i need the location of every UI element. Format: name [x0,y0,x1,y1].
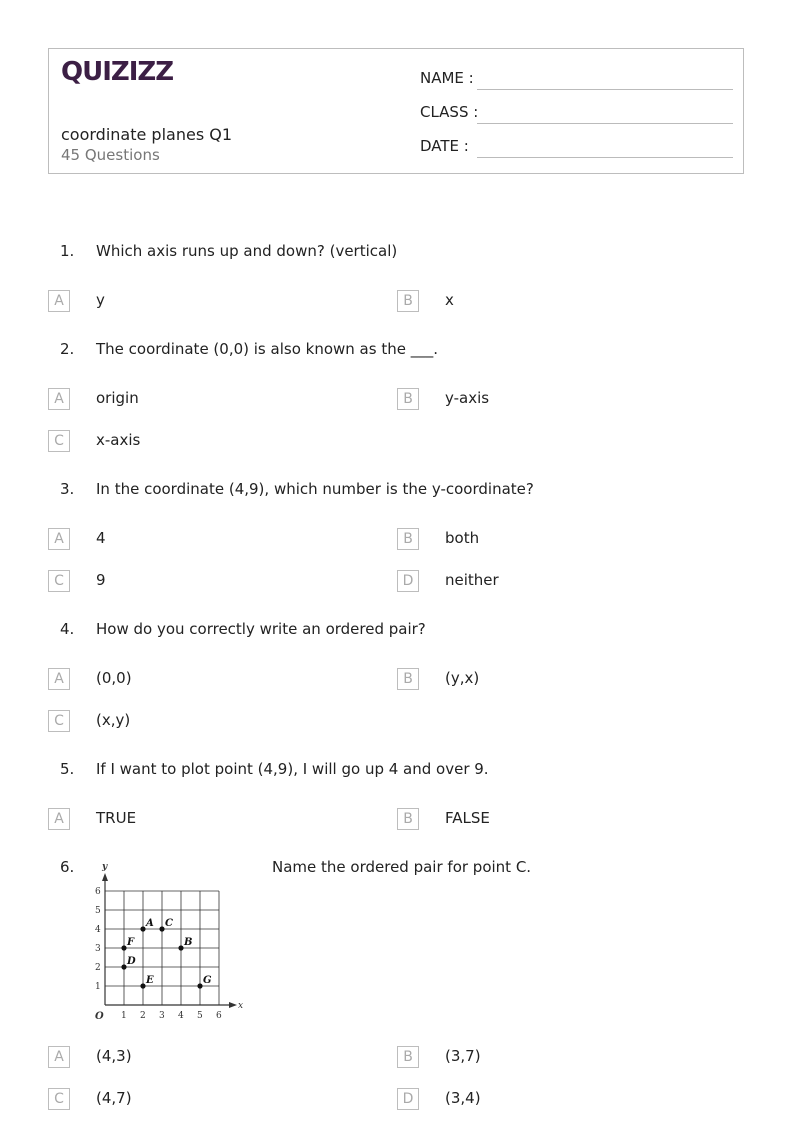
option-text: (0,0) [96,669,132,687]
y-tick-label: 4 [95,925,101,935]
worksheet-header [48,48,744,174]
point-f [121,945,126,950]
x-tick-label: 1 [121,1011,127,1021]
option-letter-box: A [48,1046,70,1068]
question-number: 4. [60,620,75,638]
option-text: both [445,529,480,547]
option-letter-box: B [397,290,419,312]
option-letter-box: C [48,710,70,732]
option-letter-box: B [397,388,419,410]
worksheet-title: coordinate planes Q1 [61,125,233,144]
y-tick-label: 6 [95,887,101,897]
point-label: D [127,956,136,967]
x-tick-label: 2 [140,1011,146,1021]
option-text: (4,3) [96,1047,132,1065]
option-letter-box: A [48,528,70,550]
option-letter-box: D [397,1088,419,1110]
coordinate-grid-figure [90,855,260,1025]
option-text: x-axis [96,431,141,449]
option-text: origin [96,389,139,407]
option-text: (3,4) [445,1089,481,1107]
question-text: In the coordinate (4,9), which number is the y-coordinate? [96,480,534,498]
question-count: 45 Questions [61,146,160,164]
option-text: neither [445,571,499,589]
point-label: C [165,918,173,929]
point-e [140,983,145,988]
option-letter-box: A [48,668,70,690]
x-tick-label: 3 [159,1011,165,1021]
y-tick-label: 2 [95,963,101,973]
option-text: 9 [96,571,106,589]
point-label: E [146,975,154,986]
option-text: (4,7) [96,1089,132,1107]
point-d [121,964,126,969]
option-letter-box: D [397,570,419,592]
question-number: 6. [60,858,75,876]
point-a [140,926,145,931]
question-number: 5. [60,760,75,778]
option-text: FALSE [445,809,490,827]
point-g [197,983,202,988]
origin-label: O [95,1011,104,1022]
x-axis-arrow [229,1002,237,1008]
plotted-points [121,918,212,989]
question-number: 2. [60,340,75,358]
option-letter-box: B [397,808,419,830]
x-tick-label: 5 [197,1011,203,1021]
x-tick-label: 4 [178,1011,184,1021]
option-text: (3,7) [445,1047,481,1065]
y-axis-arrow [102,873,108,881]
option-text: 4 [96,529,106,547]
option-letter-box: B [397,668,419,690]
option-letter-box: C [48,1088,70,1110]
y-tick-label: 1 [95,982,101,992]
point-c [159,926,164,931]
option-letter-box: A [48,290,70,312]
option-letter-box: B [397,528,419,550]
question-text: How do you correctly write an ordered pair? [96,620,426,638]
question-text: The coordinate (0,0) is also known as the ___. [96,340,438,358]
date-line [477,157,733,158]
class-line [477,123,733,124]
date-label: DATE : [420,137,469,155]
question-number: 3. [60,480,75,498]
quizizz-logo: QUIZIZZ [61,57,174,87]
y-tick-label: 3 [95,944,101,954]
option-text: x [445,291,454,309]
point-label: A [146,918,154,929]
option-text: TRUE [96,809,137,827]
option-text: (x,y) [96,711,131,729]
tick-labels [95,862,243,1022]
option-text: (y,x) [445,669,480,687]
y-tick-label: 5 [95,906,101,916]
question-text: If I want to plot point (4,9), I will go up 4 and over 9. [96,760,489,778]
question-number: 1. [60,242,75,260]
x-tick-label: 6 [216,1011,222,1021]
point-label: F [127,937,135,948]
class-label: CLASS : [420,103,479,121]
y-axis-label: y [102,862,108,872]
name-line [477,89,733,90]
question-text: Name the ordered pair for point C. [272,858,532,876]
point-label: B [184,937,193,948]
option-text: y [96,291,105,309]
name-label: NAME : [420,69,474,87]
option-text: y-axis [445,389,490,407]
option-letter-box: B [397,1046,419,1068]
option-letter-box: C [48,570,70,592]
option-letter-box: A [48,388,70,410]
option-letter-box: C [48,430,70,452]
axes [102,873,237,1008]
question-text: Which axis runs up and down? (vertical) [96,242,398,260]
x-axis-label: x [238,1001,244,1011]
point-b [178,945,183,950]
point-label: G [203,975,212,986]
option-letter-box: A [48,808,70,830]
